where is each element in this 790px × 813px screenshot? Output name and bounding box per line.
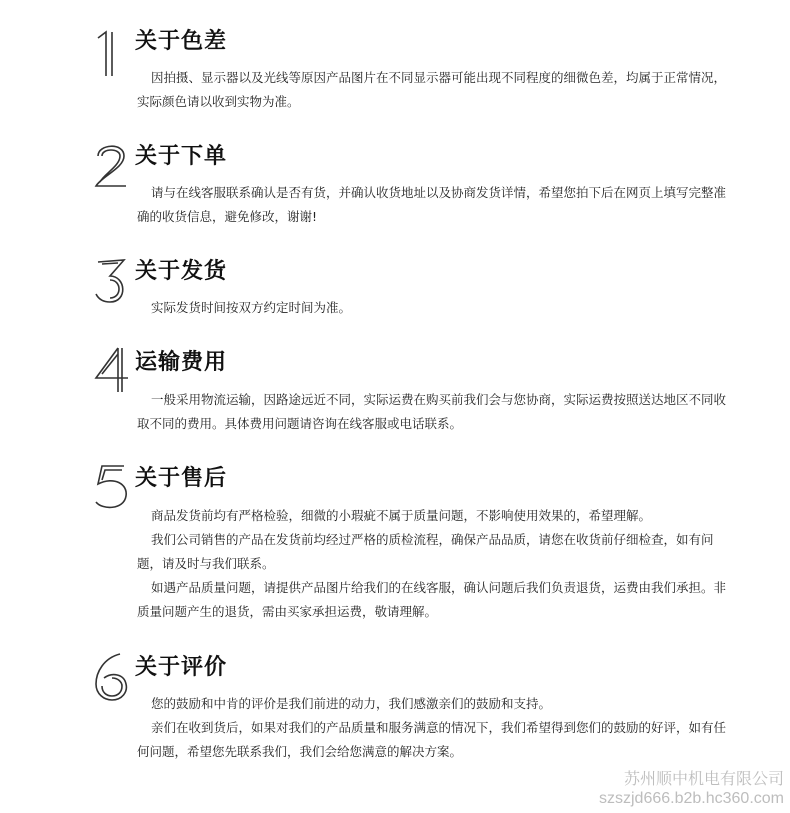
section-paragraph: 如遇产品质量问题，请提供产品图片给我们的在线客服，确认问题后我们负责退货，运费由我们承担。非质量问题产生的退货，需由买家承担运费，敬请理解。: [137, 580, 727, 619]
section-paragraph: 亲们在收到货后，如果对我们的产品质量和服务满意的情况下，我们希望得到您们的鼓励的好评，如有任何问题，希望您先联系我们，我们会给您满意的解决方案。: [137, 720, 727, 759]
digit-6-outline-icon: [92, 650, 132, 702]
digit-1-outline-icon: [92, 28, 132, 80]
section-paragraph: 您的鼓励和中肯的评价是我们前进的动力，我们感激亲们的鼓励和支持。: [151, 696, 552, 711]
section-title: 关于评价: [135, 655, 228, 680]
section-paragraph: 请与在线客服联系确认是否有货，并确认收货地址以及协商发货详情，希望您拍下后在网页上填写完整准确的收货信息，避免修改，谢谢!: [137, 185, 727, 224]
digit-3-outline-icon: [92, 254, 132, 306]
section-title: 关于下单: [135, 144, 228, 169]
digit-2-outline-icon: [92, 140, 132, 192]
company-name: 苏州顺中机电有限公司: [623, 771, 784, 788]
digit-5-outline-icon: [92, 460, 132, 512]
digit-4-outline-icon: [92, 344, 132, 396]
section-paragraph: 实际发货时间按双方约定时间为准。: [151, 300, 352, 315]
section-paragraph: 商品发货前均有严格检验，细微的小瑕疵不属于质量问题，不影响使用效果的，希望理解。: [151, 508, 652, 523]
section-title: 关于售后: [135, 466, 228, 491]
section-paragraph: 因拍摄、显示器以及光线等原因产品图片在不同显示器可能出现不同程度的细微色差，均属于正常情况，实际颜色请以收到实物为准。: [137, 70, 727, 109]
section-title: 关于发货: [135, 259, 228, 284]
section-title: 关于色差: [135, 29, 228, 54]
section-title: 运输费用: [135, 350, 228, 375]
section-paragraph: 一般采用物流运输，因路途远近不同，实际运费在购买前我们会与您协商，实际运费按照送达地区不同收取不同的费用。具体费用问题请咨询在线客服或电话联系。: [137, 392, 727, 431]
section-paragraph: 我们公司销售的产品在发货前均经过严格的质检流程，确保产品品质，请您在收货前仔细检查，如有问题，请及时与我们联系。: [137, 532, 714, 571]
company-url: szszjd666.b2b.hc360.com: [599, 790, 784, 807]
